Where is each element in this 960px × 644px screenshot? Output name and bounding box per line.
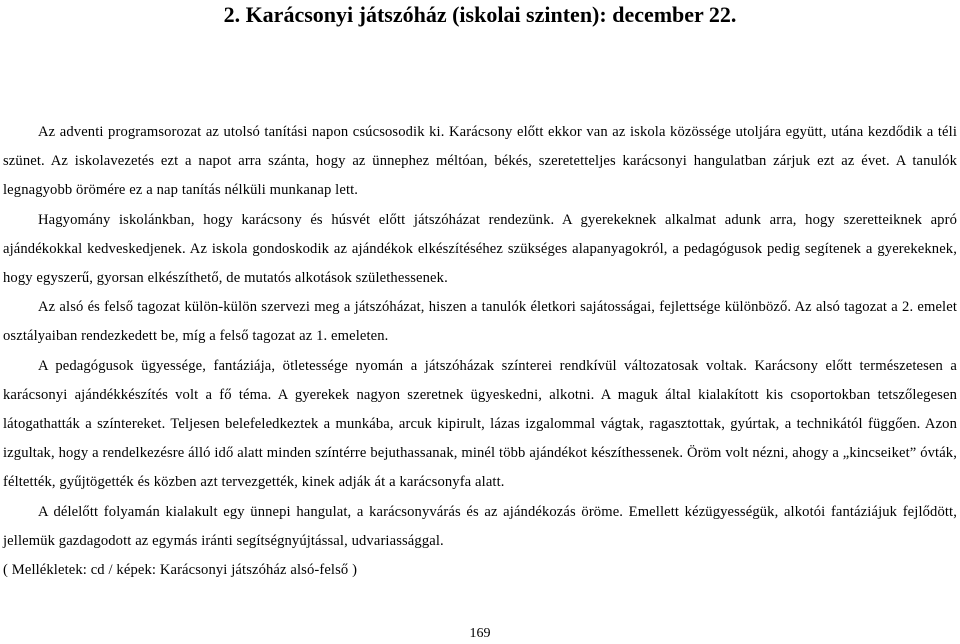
- paragraph-activities: A pedagógusok ügyessége, fantáziája, ötletessége nyomán a játszóházak színterei rendkívül változatosak voltak. Karácsony előtt természetesen a karácsonyi ajándékkészítés volt a fő téma. A gyerekek nagyon szeretnek ügyeskedni, alkotni. A maguk által kialakított kis csoportokban tetszőlegesen látogathatták a színtereket. Teljesen belefeledkeztek a munkába, arcuk kipirult, lázas izgalommal vágtak, ragasztottak, gyúrtak, a technikától függően. Azon izgultak, hogy a rendelkezésre álló idő alatt minden színtérre bejuthassanak, minél több ajándékot készíthessenek. Öröm volt nézni, ahogy a „kincseiket” óvták, féltették, gyűjtögették és közben azt tervezgették, kinek adják át a karácsonyfa alatt.: [3, 357, 957, 491]
- document-title: 2. Karácsonyi játszóház (iskolai szinten): december 22.: [223, 2, 737, 27]
- attachments-note: ( Mellékletek: cd / képek: Karácsonyi játszóház alsó-felső ): [3, 562, 358, 579]
- page-number: 169: [469, 626, 491, 641]
- paragraph-organization: Az alsó és felső tagozat külön-külön szervezi meg a játszóházat, hiszen a tanulók életkori sajátosságai, fejlettsége különböző. Az alsó tagozat a 2. emelet osztályaiban rendezkedett be, míg a felső tagozat az 1. emeleten.: [3, 299, 957, 345]
- document-body: [3, 118, 957, 585]
- paragraph-tradition: Hagyomány iskolánkban, hogy karácsony és húsvét előtt játszóházat rendezünk. A gyerekeknek alkalmat adunk arra, hogy szeretteiknek apró ajándékokkal kedveskedjenek. Az iskola gondoskodik az ajándékok elkészítéséhez szükséges alapanyagokról, a pedagógusok pedig segítenek a gyerekeknek, hogy egyszerű, gyorsan elkészíthető, de mutatós alkotások születhessenek.: [3, 211, 957, 287]
- paragraph-intro: Az adventi programsorozat az utolsó tanítási napon csúcsosodik ki. Karácsony előtt ekkor van az iskola közössége utoljára együtt, utána kezdődik a téli szünet. Az iskolavezetés ezt a napot arra szánta, hogy az ünnephez méltóan, békés, szeretetteljes karácsonyi hangulatban zárjuk ezt az évet. A tanulók legnagyobb örömére ez a nap tanítás nélküli munkanap lett.: [3, 124, 957, 199]
- paragraph-summary: A délelőtt folyamán kialakult egy ünnepi hangulat, a karácsonyvárás és az ajándékozás öröme. Emellett kézügyességük, alkotói fantáziájuk fejlődött, jellemük gazdagodott az egymás iránti segítségnyújtással, udvariassággal.: [3, 503, 957, 549]
